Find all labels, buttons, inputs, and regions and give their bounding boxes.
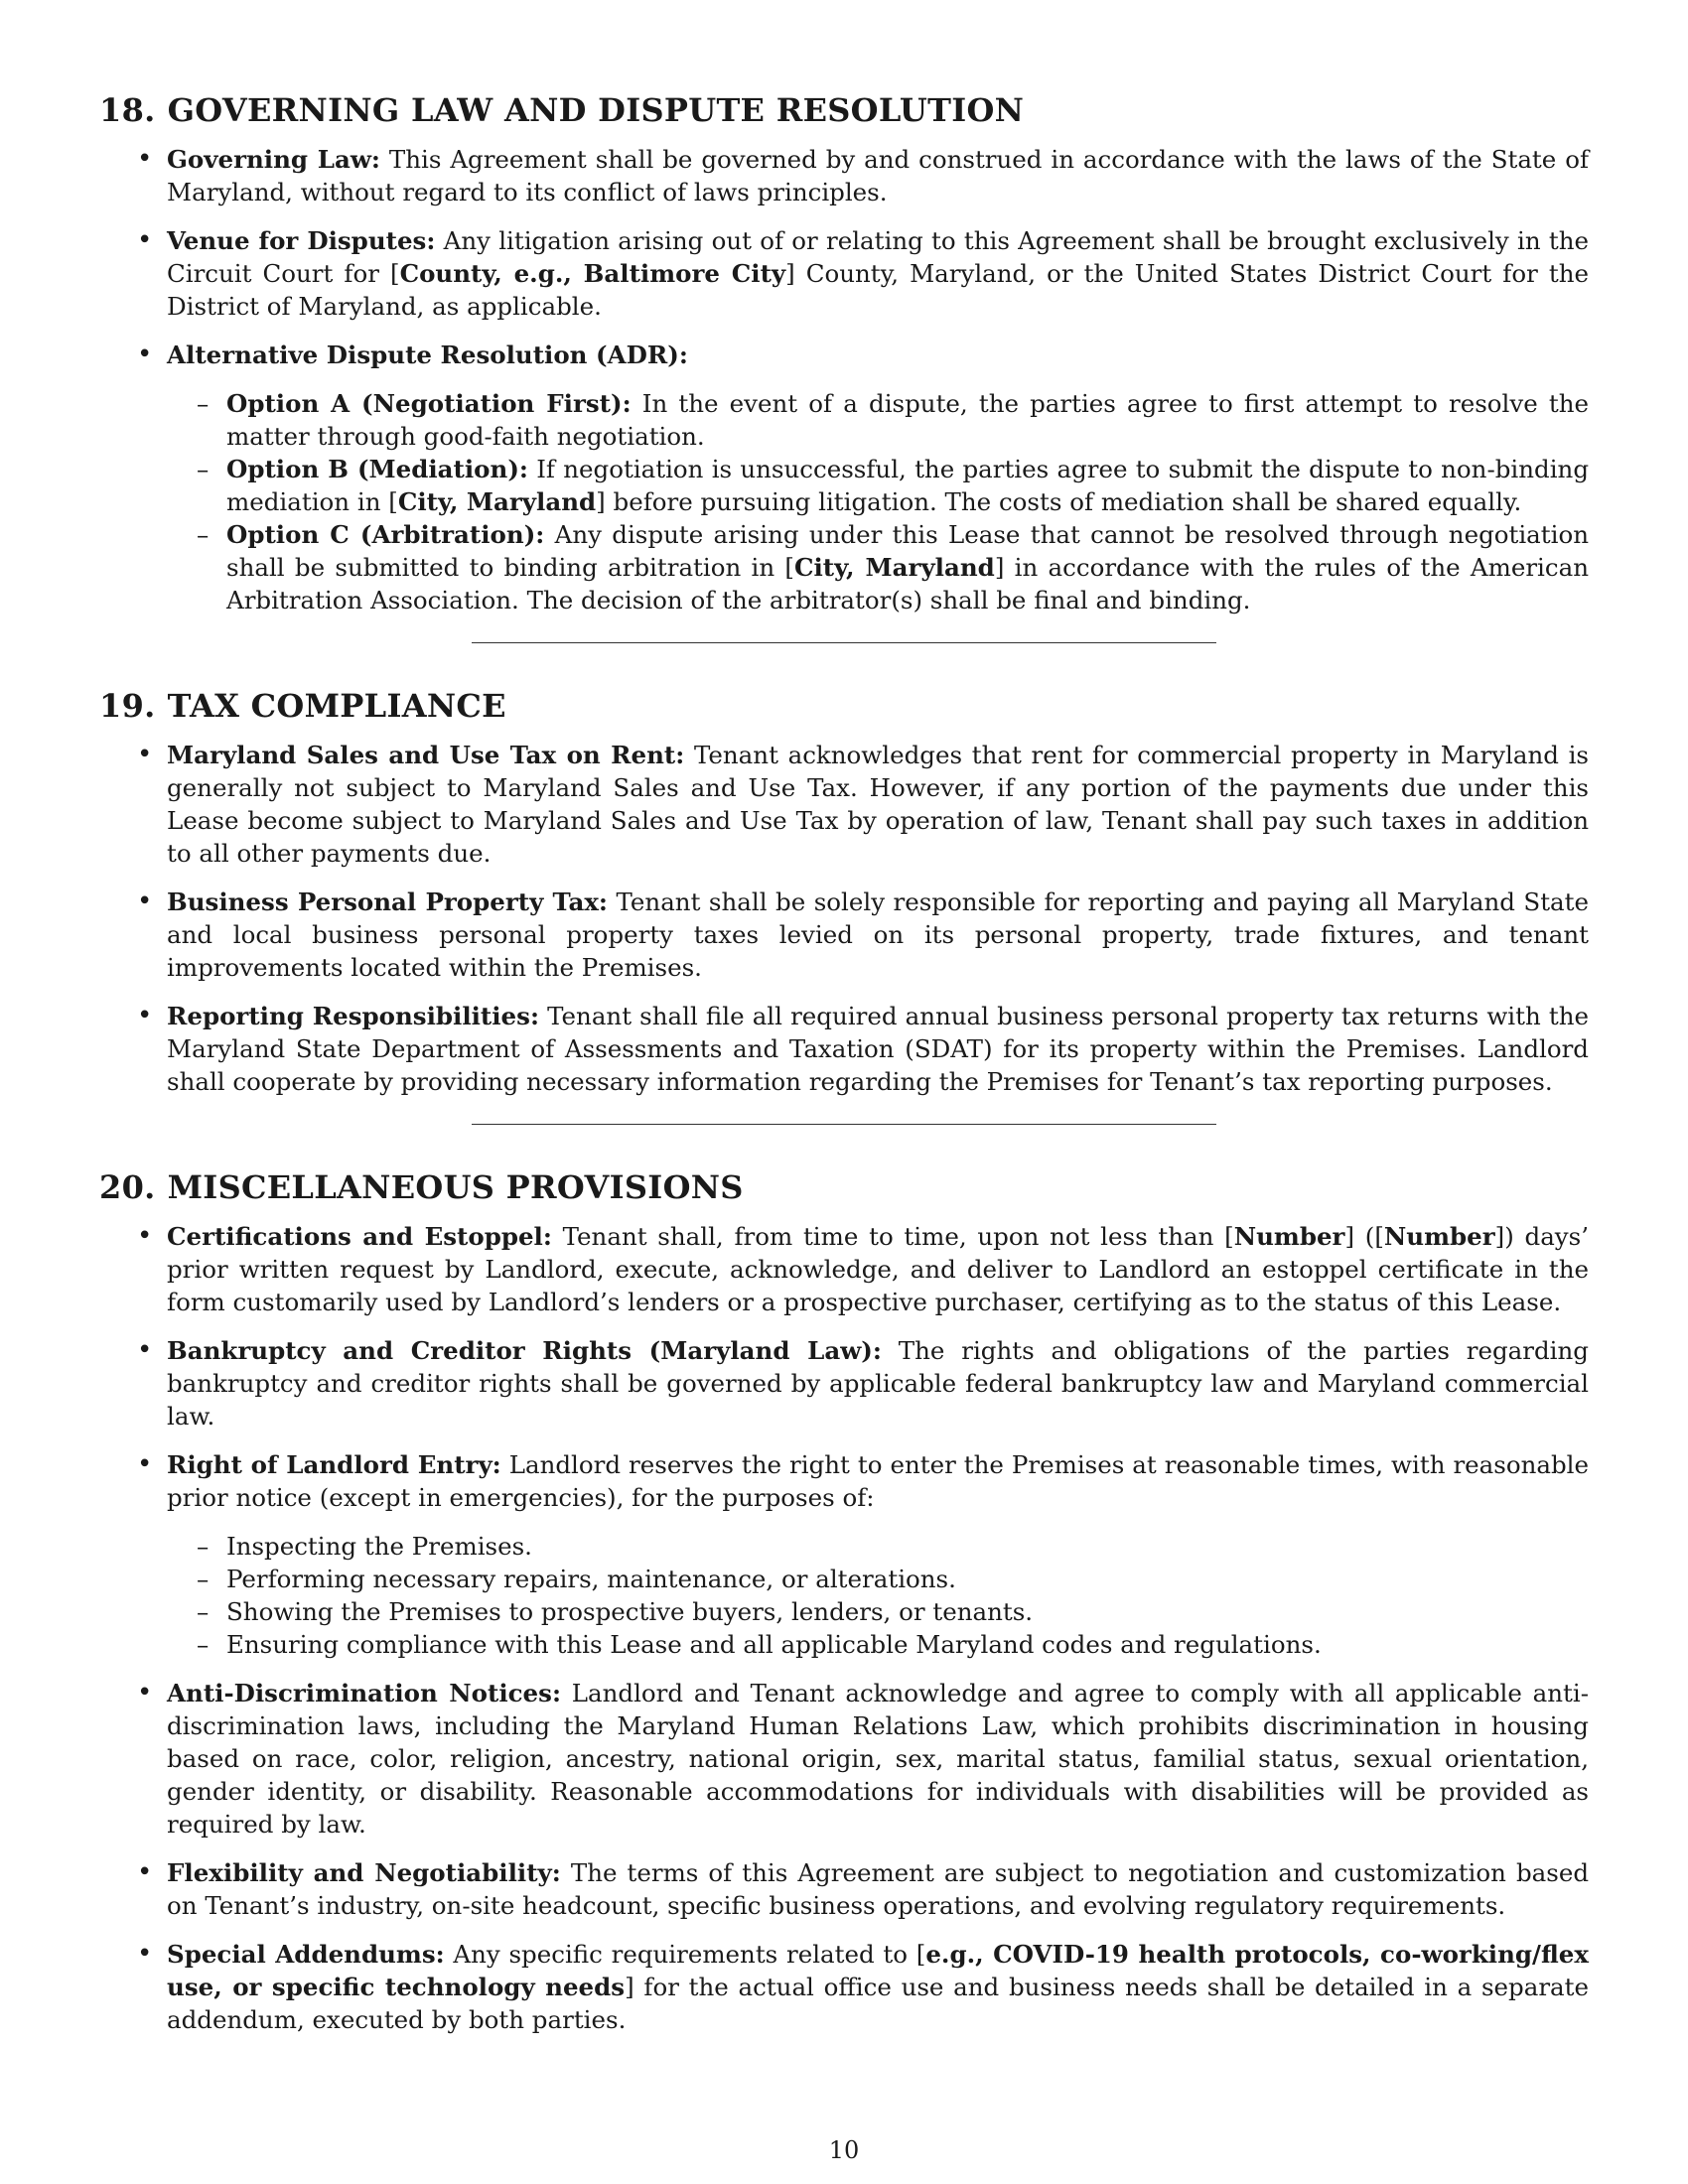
list-item-estoppel: • Certifications and Estoppel: Tenant shall, from time to time, upon not less than [Number] ([Number]) days’ prior written request by Landlord, execute, acknowledge, and deliver to Landlord an estoppel certificate in the form customarily used by Landlord’s lenders or a prospective purchaser, certifying as to the status of this Lease. bbox=[167, 1220, 1589, 1318]
document-page bbox=[99, 91, 1589, 2052]
section-heading: 19. TAX COMPLIANCE bbox=[99, 687, 506, 725]
list-item-property-tax: • Business Personal Property Tax: Tenant shall be solely responsible for reporting and paying all Maryland State and local business personal property taxes levied on its personal property, trade fixtures, and tenant improvements located within the Premises. bbox=[167, 886, 1589, 984]
list-item-bankruptcy: • Bankruptcy and Creditor Rights (Maryland Law): The rights and obligations of the parties regarding bankruptcy and creditor rights shall be governed by applicable federal bankruptcy law and Maryland commercial law. bbox=[167, 1334, 1589, 1433]
list-item-flexibility: • Flexibility and Negotiability: The terms of this Agreement are subject to negotiation and customization based on Tenant’s industry, on-site headcount, specific business operations, and evolving regulatory requirements. bbox=[167, 1856, 1589, 1922]
sub-item-option-a: – Option A (Negotiation First): In the event of a dispute, the parties agree to first attempt to resolve the matter through good-faith negotiation. bbox=[226, 387, 1589, 453]
page-number: 10 bbox=[828, 2136, 860, 2164]
list-item-reporting: • Reporting Responsibilities: Tenant shall file all required annual business personal property tax returns with the Maryland State Department of Assessments and Taxation (SDAT) for its property within the Premises. Landlord shall cooperate by providing necessary information regarding the Premises for Tenant’s tax reporting purposes. bbox=[167, 1000, 1589, 1098]
section-governing-law bbox=[99, 91, 1589, 616]
list-item-sales-tax: • Maryland Sales and Use Tax on Rent: Tenant acknowledges that rent for commercial property in Maryland is generally not subject to Maryland Sales and Use Tax. However, if any portion of the payments due under this Lease become subject to Maryland Sales and Use Tax by operation of law, Tenant shall pay such taxes in addition to all other payments due. bbox=[167, 739, 1589, 870]
list-item-governing-law: • Governing Law: This Agreement shall be governed by and construed in accordance with the laws of the State of Maryland, without regard to its conflict of laws principles. bbox=[167, 143, 1589, 208]
list-item-venue: • Venue for Disputes: Any litigation arising out of or relating to this Agreement shall be brought exclusively in the Circuit Court for [County, e.g., Baltimore City] County, Maryland, or the United States District Court for the District of Maryland, as applicable. bbox=[167, 224, 1589, 323]
section-heading: 18. GOVERNING LAW AND DISPUTE RESOLUTION bbox=[99, 91, 1025, 129]
list-item-landlord-entry: • Right of Landlord Entry: Landlord reserves the right to enter the Premises at reasonable times, with reasonable prior notice (except in emergencies), for the purposes of: – Inspecting the Premises. – Performing necessary repairs, maintenance, or alterations. – Showing the Premises to prospective buyers, lenders, or tenants. – Ensuring compliance with this Lease and all applicable Maryland codes and regulations. bbox=[167, 1448, 1589, 1661]
section-miscellaneous bbox=[99, 1168, 1589, 2036]
sub-item-option-c: – Option C (Arbitration): Any dispute arising under this Lease that cannot be resolved through negotiation shall be submitted to binding arbitration in [City, Maryland] in accordance with the rules of the American Arbitration Association. The decision of the arbitrator(s) shall be final and binding. bbox=[226, 518, 1589, 616]
sub-item-entry-purpose: – Ensuring compliance with this Lease and all applicable Maryland codes and regulations. bbox=[226, 1628, 1589, 1661]
section-tax-compliance bbox=[99, 687, 1589, 1098]
sub-item-entry-purpose: – Performing necessary repairs, maintenance, or alterations. bbox=[226, 1563, 1589, 1595]
sub-item-entry-purpose: – Showing the Premises to prospective buyers, lenders, or tenants. bbox=[226, 1595, 1589, 1628]
section-divider bbox=[472, 1124, 1216, 1125]
list-item-anti-discrimination: • Anti-Discrimination Notices: Landlord and Tenant acknowledge and agree to comply with all applicable anti-discrimination laws, including the Maryland Human Relations Law, which prohibits discrimination in housing based on race, color, religion, ancestry, national origin, sex, marital status, familial status, sexual orientation, gender identity, or disability. Reasonable accommodations for individuals with disabilities will be provided as required by law. bbox=[167, 1677, 1589, 1841]
list-item-adr: • Alternative Dispute Resolution (ADR): – Option A (Negotiation First): In the event of a dispute, the parties agree to first attempt to resolve the matter through good-faith negotiation. – Option B (Mediation): If negotiation is unsuccessful, the parties agree to submit the dispute to non-binding mediation in [City, Maryland] before pursuing litigation. The costs of mediation shall be shared equally. – Option C (Arbitration): Any dispute arising under this Lease that cannot be resolved through negotiation shall be submitted to binding arbitration in [City, Maryland] in accordance with the rules of the American Arbitration Association. The decision of the arbitrator(s) shall be final and binding. bbox=[167, 339, 1589, 616]
list-item-special-addendums: • Special Addendums: Any specific requirements related to [e.g., COVID-19 health protocols, co-working/flex use, or specific technology needs] for the actual office use and business needs shall be detailed in a separate addendum, executed by both parties. bbox=[167, 1938, 1589, 2036]
section-heading: 20. MISCELLANEOUS PROVISIONS bbox=[99, 1168, 744, 1206]
sub-item-entry-purpose: – Inspecting the Premises. bbox=[226, 1530, 1589, 1563]
section-divider bbox=[472, 642, 1216, 643]
sub-item-option-b: – Option B (Mediation): If negotiation is unsuccessful, the parties agree to submit the dispute to non-binding mediation in [City, Maryland] before pursuing litigation. The costs of mediation shall be shared equally. bbox=[226, 453, 1589, 518]
